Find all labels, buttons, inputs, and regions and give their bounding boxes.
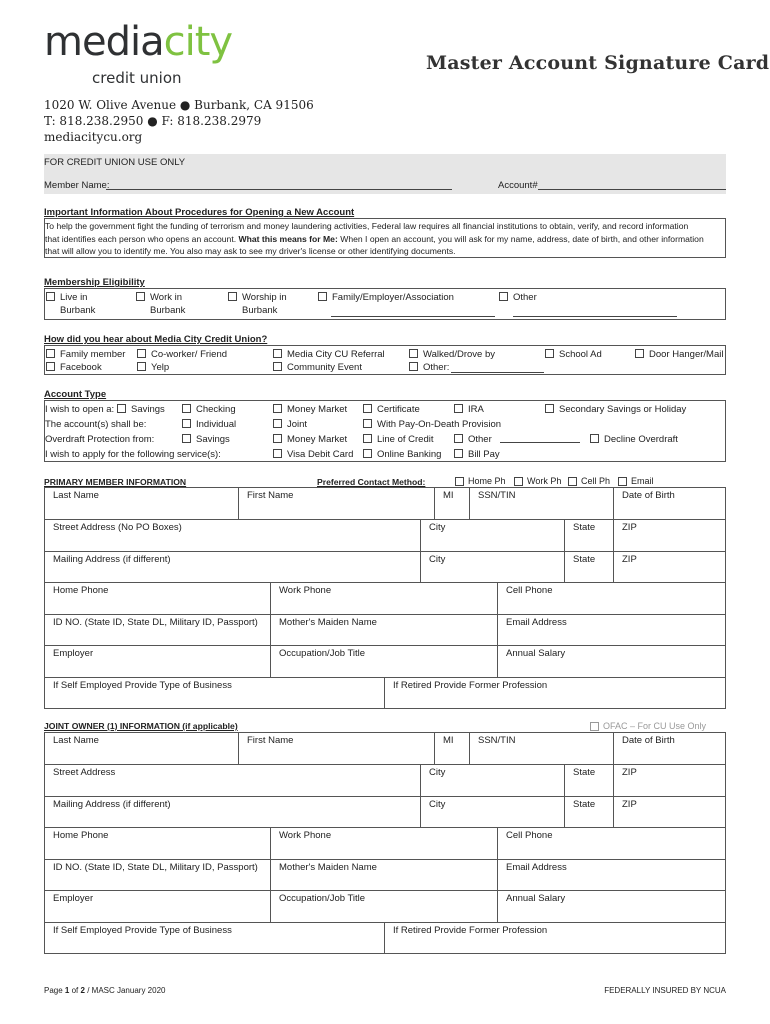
joint-cell-phone-label: Cell Phone: [506, 830, 553, 841]
joint-mailing-city-label: City: [429, 799, 446, 810]
primary-first-name-label: First Name: [247, 490, 294, 501]
logo-media-text: media: [44, 19, 164, 65]
joint-zip-label: ZIP: [622, 767, 637, 778]
address-line: 1020 W. Olive Avenue ● Burbank, CA 91506: [44, 98, 314, 112]
joint-state-field[interactable]: [564, 764, 614, 797]
bill-pay-label: Bill Pay: [468, 449, 500, 460]
individual-checkbox[interactable]: [182, 419, 191, 428]
family-checkbox[interactable]: [318, 292, 327, 301]
primary-cell-phone-label: Cell Phone: [506, 585, 553, 596]
primary-mailing-city-field[interactable]: [420, 551, 565, 583]
home-ph-checkbox[interactable]: [455, 477, 464, 486]
other-eligibility-field[interactable]: [513, 316, 677, 317]
joint-dob-label: Date of Birth: [622, 735, 675, 746]
primary-member-title: PRIMARY MEMBER INFORMATION: [44, 477, 187, 487]
joint-first-name-field[interactable]: [238, 732, 435, 765]
logo-subtitle: credit union: [92, 69, 182, 87]
joint-mailing-field[interactable]: [44, 796, 421, 828]
joint-cell-phone-field[interactable]: [497, 827, 726, 860]
joint-owner-title: JOINT OWNER (1) INFORMATION (if applicable): [44, 721, 238, 731]
primary-mi-label: MI: [443, 490, 454, 501]
other-heard-field[interactable]: [451, 372, 544, 373]
primary-first-name-field[interactable]: [238, 487, 435, 520]
primary-retired-label: If Retired Provide Former Profession: [393, 680, 548, 691]
document-title: Master Account Signature Card: [426, 52, 770, 74]
other-heard-label: Other:: [423, 362, 450, 373]
joint-mailing-zip-label: ZIP: [622, 799, 637, 810]
ira-label: IRA: [468, 404, 484, 415]
primary-maiden-field[interactable]: [270, 614, 498, 646]
secondary-savings-checkbox[interactable]: [545, 404, 554, 413]
visa-debit-label: Visa Debit Card: [287, 449, 354, 460]
joint-mi-label: MI: [443, 735, 454, 746]
online-banking-checkbox[interactable]: [363, 449, 372, 458]
line-of-credit-label: Line of Credit: [377, 434, 434, 445]
joint-salary-label: Annual Salary: [506, 893, 566, 904]
page-indicator: [44, 986, 165, 995]
contact-method-label: Preferred Contact Method:: [317, 477, 426, 487]
overdraft-other-label: Other: [468, 434, 492, 445]
primary-id-field[interactable]: [44, 614, 271, 646]
primary-id-label: ID NO. (State ID, State DL, Military ID, Passport): [53, 617, 258, 628]
primary-work-phone-label: Work Phone: [279, 585, 332, 596]
primary-mailing-city-label: City: [429, 554, 446, 565]
other-eligibility-checkbox[interactable]: [499, 292, 508, 301]
open-label: I wish to open a:: [45, 404, 115, 415]
account-number-label: Account#: [498, 180, 538, 191]
yelp-checkbox[interactable]: [137, 362, 146, 371]
account-number-field[interactable]: [538, 189, 726, 190]
live-in-burbank-label: Burbank: [60, 305, 96, 316]
primary-dob-field[interactable]: [613, 487, 726, 520]
joint-mailing-label: Mailing Address (if different): [53, 799, 171, 810]
joint-self-employed-label: If Self Employed Provide Type of Business: [53, 925, 232, 936]
important-info-title: Important Information About Procedures for Opening a New Account: [44, 207, 355, 218]
joint-mailing-city-field[interactable]: [420, 796, 565, 828]
overdraft-other-checkbox[interactable]: [454, 434, 463, 443]
overdraft-money-market-checkbox[interactable]: [273, 434, 282, 443]
page-of: of: [71, 986, 79, 995]
primary-occupation-field[interactable]: [270, 645, 498, 678]
joint-retired-label: If Retired Provide Former Profession: [393, 925, 548, 936]
primary-home-phone-label: Home Phone: [53, 585, 109, 596]
page-number: 1: [64, 986, 70, 995]
bill-pay-checkbox[interactable]: [454, 449, 463, 458]
primary-self-employed-label: If Self Employed Provide Type of Business: [53, 680, 232, 691]
joint-ssn-label: SSN/TIN: [478, 735, 516, 746]
joint-occupation-field[interactable]: [270, 890, 498, 923]
joint-work-phone-label: Work Phone: [279, 830, 332, 841]
overdraft-savings-label: Savings: [196, 434, 230, 445]
checking-label: Checking: [196, 404, 236, 415]
primary-home-phone-field[interactable]: [44, 582, 271, 615]
shall-be-label: The account(s) shall be:: [45, 419, 147, 430]
joint-last-name-label: Last Name: [53, 735, 99, 746]
overdraft-label: Overdraft Protection from:: [45, 434, 155, 445]
ira-checkbox[interactable]: [454, 404, 463, 413]
primary-mi-field[interactable]: [434, 487, 470, 520]
individual-label: Individual: [196, 419, 237, 430]
primary-street-field[interactable]: [44, 519, 421, 552]
primary-salary-field[interactable]: [497, 645, 726, 678]
walked-checkbox[interactable]: [409, 349, 418, 358]
cu-use-label: FOR CREDIT UNION USE ONLY: [44, 157, 186, 168]
member-name-field[interactable]: [106, 189, 452, 190]
joint-home-phone-label: Home Phone: [53, 830, 109, 841]
pod-checkbox[interactable]: [363, 419, 372, 428]
certificate-label: Certificate: [377, 404, 420, 415]
school-ad-checkbox[interactable]: [545, 349, 554, 358]
joint-email-label: Email Address: [506, 862, 567, 873]
overdraft-other-field[interactable]: [500, 442, 580, 443]
primary-ssn-field[interactable]: [469, 487, 614, 520]
what-this-means: What this means for Me:: [238, 234, 338, 244]
home-ph-label: Home Ph: [468, 476, 506, 486]
cell-ph-checkbox[interactable]: [568, 477, 577, 486]
joint-dob-field[interactable]: [613, 732, 726, 765]
referral-label: Media City CU Referral: [287, 349, 385, 360]
phone-line: T: 818.238.2950 ● F: 818.238.2979: [44, 114, 262, 128]
member-name-label: Member Name:: [44, 180, 110, 191]
primary-state-field[interactable]: [564, 519, 614, 552]
money-market-checkbox[interactable]: [273, 404, 282, 413]
savings-label: Savings: [131, 404, 165, 415]
important-info-line3: that will allow you to identify me. You also may ask to see my driver's license or other identifying documents.: [45, 246, 456, 256]
line-of-credit-checkbox[interactable]: [363, 434, 372, 443]
checking-checkbox[interactable]: [182, 404, 191, 413]
ncua-notice: FEDERALLY INSURED BY NCUA: [604, 986, 726, 995]
joint-street-label: Street Address: [53, 767, 116, 778]
primary-street-label: Street Address (No PO Boxes): [53, 522, 182, 533]
primary-employer-field[interactable]: [44, 645, 271, 678]
pod-label: With Pay-On-Death Provision: [377, 419, 502, 430]
coworker-label: Co-worker/ Friend: [151, 349, 228, 360]
primary-mailing-label: Mailing Address (if different): [53, 554, 171, 565]
primary-city-label: City: [429, 522, 446, 533]
door-hanger-checkbox[interactable]: [635, 349, 644, 358]
primary-cell-phone-field[interactable]: [497, 582, 726, 615]
important-info-line2: [45, 234, 704, 244]
door-hanger-label: Door Hanger/Mail: [649, 349, 724, 360]
joint-self-employed-field[interactable]: [44, 922, 385, 954]
cell-ph-label: Cell Ph: [581, 476, 611, 486]
joint-label: Joint: [287, 419, 308, 430]
facebook-label: Facebook: [60, 362, 102, 373]
worship-in-checkbox[interactable]: [228, 292, 237, 301]
family-label: Family/Employer/Association: [332, 292, 454, 303]
form-code: / MASC January 2020: [87, 986, 166, 995]
joint-ssn-field[interactable]: [469, 732, 614, 765]
savings-checkbox[interactable]: [117, 404, 126, 413]
apply-label: I wish to apply for the following service(s):: [45, 449, 221, 460]
page-total: 2: [80, 986, 85, 995]
joint-first-name-label: First Name: [247, 735, 294, 746]
worship-in-label: Worship in: [242, 292, 287, 303]
joint-maiden-label: Mother's Maiden Name: [279, 862, 377, 873]
primary-zip-field[interactable]: [613, 519, 726, 552]
walked-label: Walked/Drove by: [423, 349, 495, 360]
primary-occupation-label: Occupation/Job Title: [279, 648, 366, 659]
joint-zip-field[interactable]: [613, 764, 726, 797]
community-event-checkbox[interactable]: [273, 362, 282, 371]
joint-mailing-zip-field[interactable]: [613, 796, 726, 828]
heard-title: How did you hear about Media City Credit Union?: [44, 334, 268, 345]
email-contact-label: Email: [631, 476, 654, 486]
secondary-savings-label: Secondary Savings or Holiday: [559, 404, 687, 415]
ofac-label: OFAC – For CU Use Only: [603, 721, 707, 731]
joint-street-field[interactable]: [44, 764, 421, 797]
decline-overdraft-label: Decline Overdraft: [604, 434, 678, 445]
community-event-label: Community Event: [287, 362, 362, 373]
joint-home-phone-field[interactable]: [44, 827, 271, 860]
work-in-label: Work in: [150, 292, 183, 303]
joint-work-phone-field[interactable]: [270, 827, 498, 860]
work-in-checkbox[interactable]: [136, 292, 145, 301]
ofac-checkbox[interactable]: [590, 722, 599, 731]
joint-mailing-state-field[interactable]: [564, 796, 614, 828]
joint-salary-field[interactable]: [497, 890, 726, 923]
primary-mailing-state-field[interactable]: [564, 551, 614, 583]
overdraft-money-market-label: Money Market: [287, 434, 348, 445]
joint-employer-label: Employer: [53, 893, 94, 904]
eligibility-title: Membership Eligibility: [44, 277, 145, 288]
primary-city-field[interactable]: [420, 519, 565, 552]
primary-dob-label: Date of Birth: [622, 490, 675, 501]
joint-mailing-state-label: State: [573, 799, 596, 810]
primary-email-field[interactable]: [497, 614, 726, 646]
joint-checkbox[interactable]: [273, 419, 282, 428]
yelp-label: Yelp: [151, 362, 170, 373]
primary-email-label: Email Address: [506, 617, 567, 628]
live-in-label: Live in: [60, 292, 88, 303]
other-eligibility-label: Other: [513, 292, 537, 303]
overdraft-savings-checkbox[interactable]: [182, 434, 191, 443]
primary-ssn-label: SSN/TIN: [478, 490, 516, 501]
visa-debit-checkbox[interactable]: [273, 449, 282, 458]
family-member-label: Family member: [60, 349, 126, 360]
primary-last-name-label: Last Name: [53, 490, 99, 501]
joint-city-field[interactable]: [420, 764, 565, 797]
primary-zip-label: ZIP: [622, 522, 637, 533]
joint-state-label: State: [573, 767, 596, 778]
joint-city-label: City: [429, 767, 446, 778]
important-info-line1: To help the government fight the funding of terrorism and money laundering activities, Federal law requires all financial institutions to obtain, verify, and record information: [45, 221, 689, 231]
primary-mailing-state-label: State: [573, 554, 596, 565]
online-banking-label: Online Banking: [377, 449, 442, 460]
primary-mailing-field[interactable]: [44, 551, 421, 583]
referral-checkbox[interactable]: [273, 349, 282, 358]
joint-maiden-field[interactable]: [270, 859, 498, 891]
work-ph-checkbox[interactable]: [514, 477, 523, 486]
joint-occupation-label: Occupation/Job Title: [279, 893, 366, 904]
joint-last-name-field[interactable]: [44, 732, 239, 765]
important-info-line2a: that identifies each person who opens an account.: [45, 234, 237, 244]
joint-mi-field[interactable]: [434, 732, 470, 765]
logo: [44, 19, 233, 65]
primary-self-employed-field[interactable]: [44, 677, 385, 709]
email-contact-checkbox[interactable]: [618, 477, 627, 486]
primary-mailing-zip-label: ZIP: [622, 554, 637, 565]
worship-in-burbank-label: Burbank: [242, 305, 278, 316]
facebook-checkbox[interactable]: [46, 362, 55, 371]
joint-id-field[interactable]: [44, 859, 271, 891]
work-in-burbank-label: Burbank: [150, 305, 186, 316]
certificate-checkbox[interactable]: [363, 404, 372, 413]
joint-employer-field[interactable]: [44, 890, 271, 923]
family-field[interactable]: [331, 316, 495, 317]
joint-email-field[interactable]: [497, 859, 726, 891]
family-member-checkbox[interactable]: [46, 349, 55, 358]
live-in-checkbox[interactable]: [46, 292, 55, 301]
other-heard-checkbox[interactable]: [409, 362, 418, 371]
joint-id-label: ID NO. (State ID, State DL, Military ID, Passport): [53, 862, 258, 873]
money-market-label: Money Market: [287, 404, 348, 415]
account-type-title: Account Type: [44, 389, 107, 400]
joint-retired-field[interactable]: [384, 922, 726, 954]
primary-salary-label: Annual Salary: [506, 648, 566, 659]
primary-last-name-field[interactable]: [44, 487, 239, 520]
primary-employer-label: Employer: [53, 648, 94, 659]
school-ad-label: School Ad: [559, 349, 602, 360]
important-info-line2c: When I open an account, you will ask for my name, address, date of birth, and other information: [340, 234, 704, 244]
primary-maiden-label: Mother's Maiden Name: [279, 617, 377, 628]
primary-mailing-zip-field[interactable]: [613, 551, 726, 583]
primary-state-label: State: [573, 522, 596, 533]
heard-box: [44, 345, 726, 375]
work-ph-label: Work Ph: [527, 476, 562, 486]
logo-city-text: city: [163, 19, 233, 65]
primary-retired-field[interactable]: [384, 677, 726, 709]
page-word: Page: [44, 986, 63, 995]
primary-work-phone-field[interactable]: [270, 582, 498, 615]
coworker-checkbox[interactable]: [137, 349, 146, 358]
decline-overdraft-checkbox[interactable]: [590, 434, 599, 443]
website-line: mediacitycu.org: [44, 130, 143, 144]
